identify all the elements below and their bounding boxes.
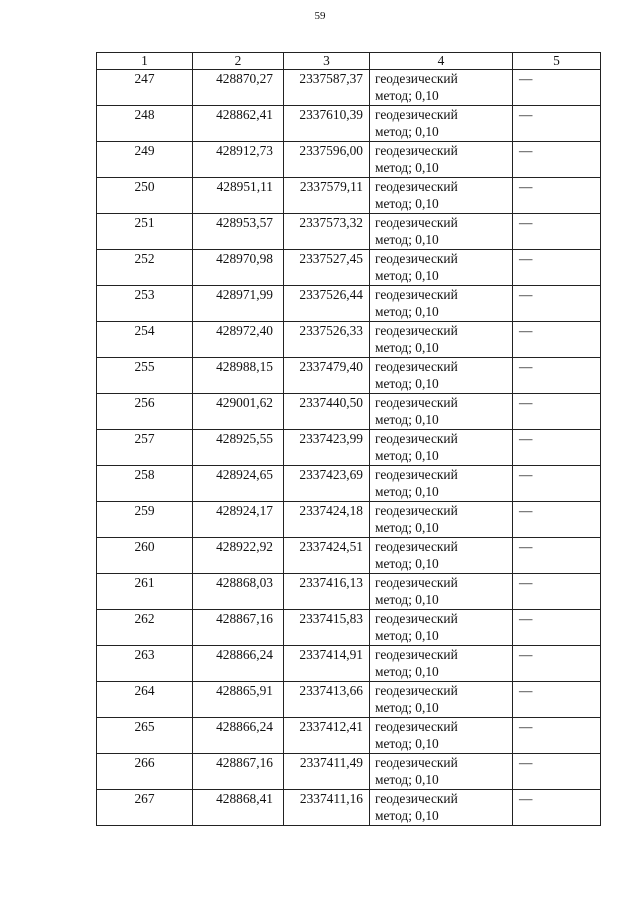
x-coordinate-cell: 428867,16 — [193, 610, 284, 646]
header-col-4: 4 — [370, 53, 513, 70]
method-line-1: геодезический — [375, 431, 458, 446]
column-5-cell: — — [513, 790, 601, 826]
table-row — [97, 286, 601, 322]
method-line-2: метод; 0,10 — [375, 736, 439, 751]
table-row — [97, 214, 601, 250]
column-5-cell: — — [513, 286, 601, 322]
method-line-1: геодезический — [375, 611, 458, 626]
column-5-cell: — — [513, 574, 601, 610]
method-line-1: геодезический — [375, 791, 458, 806]
method-cell — [370, 574, 513, 610]
table-row — [97, 790, 601, 826]
method-cell — [370, 286, 513, 322]
method-line-1: геодезический — [375, 467, 458, 482]
header-row — [97, 53, 601, 70]
x-coordinate-cell: 428970,98 — [193, 250, 284, 286]
method-line-2: метод; 0,10 — [375, 628, 439, 643]
column-5-cell: — — [513, 322, 601, 358]
method-line-1: геодезический — [375, 755, 458, 770]
x-coordinate-cell: 428865,91 — [193, 682, 284, 718]
point-number-cell: 264 — [97, 682, 193, 718]
point-number-cell: 248 — [97, 106, 193, 142]
column-5-cell: — — [513, 70, 601, 106]
column-5-cell: — — [513, 754, 601, 790]
table-row — [97, 394, 601, 430]
method-line-2: метод; 0,10 — [375, 700, 439, 715]
point-number-cell: 262 — [97, 610, 193, 646]
y-coordinate-cell: 2337579,11 — [284, 178, 370, 214]
x-coordinate-cell: 428971,99 — [193, 286, 284, 322]
table-row — [97, 682, 601, 718]
method-line-2: метод; 0,10 — [375, 412, 439, 427]
method-cell — [370, 754, 513, 790]
method-line-2: метод; 0,10 — [375, 772, 439, 787]
point-number-cell: 252 — [97, 250, 193, 286]
column-5-cell: — — [513, 610, 601, 646]
method-cell — [370, 790, 513, 826]
table-row — [97, 538, 601, 574]
column-5-cell: — — [513, 430, 601, 466]
x-coordinate-cell: 428988,15 — [193, 358, 284, 394]
column-5-cell: — — [513, 250, 601, 286]
y-coordinate-cell: 2337414,91 — [284, 646, 370, 682]
point-number-cell: 251 — [97, 214, 193, 250]
method-line-2: метод; 0,10 — [375, 808, 439, 823]
column-5-cell: — — [513, 646, 601, 682]
method-line-2: метод; 0,10 — [375, 232, 439, 247]
point-number-cell: 250 — [97, 178, 193, 214]
method-cell — [370, 250, 513, 286]
table-row — [97, 502, 601, 538]
table-row — [97, 142, 601, 178]
y-coordinate-cell: 2337424,51 — [284, 538, 370, 574]
method-line-2: метод; 0,10 — [375, 160, 439, 175]
method-line-2: метод; 0,10 — [375, 124, 439, 139]
table-row — [97, 610, 601, 646]
table-row — [97, 430, 601, 466]
x-coordinate-cell: 428912,73 — [193, 142, 284, 178]
y-coordinate-cell: 2337526,44 — [284, 286, 370, 322]
column-5-cell: — — [513, 394, 601, 430]
y-coordinate-cell: 2337479,40 — [284, 358, 370, 394]
method-line-1: геодезический — [375, 539, 458, 554]
column-5-cell: — — [513, 358, 601, 394]
method-cell — [370, 430, 513, 466]
point-number-cell: 258 — [97, 466, 193, 502]
method-line-2: метод; 0,10 — [375, 592, 439, 607]
y-coordinate-cell: 2337573,32 — [284, 214, 370, 250]
method-cell — [370, 142, 513, 178]
y-coordinate-cell: 2337412,41 — [284, 718, 370, 754]
method-line-2: метод; 0,10 — [375, 448, 439, 463]
method-cell — [370, 70, 513, 106]
y-coordinate-cell: 2337416,13 — [284, 574, 370, 610]
x-coordinate-cell: 428866,24 — [193, 646, 284, 682]
method-line-2: метод; 0,10 — [375, 196, 439, 211]
table-row — [97, 646, 601, 682]
y-coordinate-cell: 2337424,18 — [284, 502, 370, 538]
point-number-cell: 254 — [97, 322, 193, 358]
table-row — [97, 718, 601, 754]
method-line-1: геодезический — [375, 359, 458, 374]
method-line-1: геодезический — [375, 215, 458, 230]
y-coordinate-cell: 2337415,83 — [284, 610, 370, 646]
method-line-1: геодезический — [375, 143, 458, 158]
x-coordinate-cell: 428866,24 — [193, 718, 284, 754]
method-cell — [370, 466, 513, 502]
method-line-2: метод; 0,10 — [375, 268, 439, 283]
method-cell — [370, 358, 513, 394]
page-number: 59 — [314, 10, 326, 22]
method-cell — [370, 610, 513, 646]
method-line-1: геодезический — [375, 323, 458, 338]
table-row — [97, 178, 601, 214]
method-cell — [370, 322, 513, 358]
method-line-2: метод; 0,10 — [375, 664, 439, 679]
method-line-2: метод; 0,10 — [375, 556, 439, 571]
column-5-cell: — — [513, 106, 601, 142]
y-coordinate-cell: 2337526,33 — [284, 322, 370, 358]
method-line-1: геодезический — [375, 71, 458, 86]
table-row — [97, 358, 601, 394]
method-cell — [370, 394, 513, 430]
method-line-2: метод; 0,10 — [375, 88, 439, 103]
method-cell — [370, 646, 513, 682]
table-body — [97, 70, 601, 826]
x-coordinate-cell: 428922,92 — [193, 538, 284, 574]
point-number-cell: 267 — [97, 790, 193, 826]
column-5-cell: — — [513, 538, 601, 574]
method-line-1: геодезический — [375, 683, 458, 698]
y-coordinate-cell: 2337440,50 — [284, 394, 370, 430]
method-line-2: метод; 0,10 — [375, 520, 439, 535]
column-5-cell: — — [513, 718, 601, 754]
x-coordinate-cell: 428924,17 — [193, 502, 284, 538]
y-coordinate-cell: 2337411,49 — [284, 754, 370, 790]
table-row — [97, 322, 601, 358]
x-coordinate-cell: 428868,03 — [193, 574, 284, 610]
point-number-cell: 261 — [97, 574, 193, 610]
point-number-cell: 263 — [97, 646, 193, 682]
method-cell — [370, 502, 513, 538]
point-number-cell: 255 — [97, 358, 193, 394]
method-line-2: метод; 0,10 — [375, 376, 439, 391]
table-header — [97, 53, 601, 70]
coordinates-table — [96, 52, 601, 826]
y-coordinate-cell: 2337423,99 — [284, 430, 370, 466]
point-number-cell: 260 — [97, 538, 193, 574]
method-line-1: геодезический — [375, 395, 458, 410]
point-number-cell: 265 — [97, 718, 193, 754]
column-5-cell: — — [513, 502, 601, 538]
method-cell — [370, 214, 513, 250]
x-coordinate-cell: 428972,40 — [193, 322, 284, 358]
table-row — [97, 466, 601, 502]
x-coordinate-cell: 428924,65 — [193, 466, 284, 502]
column-5-cell: — — [513, 178, 601, 214]
y-coordinate-cell: 2337527,45 — [284, 250, 370, 286]
column-5-cell: — — [513, 466, 601, 502]
method-line-1: геодезический — [375, 503, 458, 518]
x-coordinate-cell: 428867,16 — [193, 754, 284, 790]
header-col-5: 5 — [513, 53, 601, 70]
method-line-1: геодезический — [375, 647, 458, 662]
y-coordinate-cell: 2337411,16 — [284, 790, 370, 826]
table-row — [97, 250, 601, 286]
method-line-2: метод; 0,10 — [375, 340, 439, 355]
method-line-1: геодезический — [375, 107, 458, 122]
point-number-cell: 257 — [97, 430, 193, 466]
method-cell — [370, 718, 513, 754]
x-coordinate-cell: 428870,27 — [193, 70, 284, 106]
point-number-cell: 259 — [97, 502, 193, 538]
method-cell — [370, 682, 513, 718]
column-5-cell: — — [513, 214, 601, 250]
point-number-cell: 253 — [97, 286, 193, 322]
method-cell — [370, 538, 513, 574]
x-coordinate-cell: 428925,55 — [193, 430, 284, 466]
x-coordinate-cell: 428868,41 — [193, 790, 284, 826]
y-coordinate-cell: 2337423,69 — [284, 466, 370, 502]
method-line-1: геодезический — [375, 719, 458, 734]
x-coordinate-cell: 428951,11 — [193, 178, 284, 214]
point-number-cell: 266 — [97, 754, 193, 790]
method-line-2: метод; 0,10 — [375, 304, 439, 319]
table-row — [97, 754, 601, 790]
method-line-1: геодезический — [375, 575, 458, 590]
column-5-cell: — — [513, 682, 601, 718]
point-number-cell: 256 — [97, 394, 193, 430]
point-number-cell: 247 — [97, 70, 193, 106]
table-row — [97, 574, 601, 610]
y-coordinate-cell: 2337413,66 — [284, 682, 370, 718]
y-coordinate-cell: 2337596,00 — [284, 142, 370, 178]
column-5-cell: — — [513, 142, 601, 178]
header-col-1: 1 — [97, 53, 193, 70]
y-coordinate-cell: 2337610,39 — [284, 106, 370, 142]
point-number-cell: 249 — [97, 142, 193, 178]
method-line-1: геодезический — [375, 251, 458, 266]
header-col-2: 2 — [193, 53, 284, 70]
method-line-1: геодезический — [375, 179, 458, 194]
header-col-3: 3 — [284, 53, 370, 70]
table-row — [97, 106, 601, 142]
x-coordinate-cell: 428953,57 — [193, 214, 284, 250]
table-row — [97, 70, 601, 106]
y-coordinate-cell: 2337587,37 — [284, 70, 370, 106]
method-cell — [370, 178, 513, 214]
method-line-2: метод; 0,10 — [375, 484, 439, 499]
x-coordinate-cell: 428862,41 — [193, 106, 284, 142]
x-coordinate-cell: 429001,62 — [193, 394, 284, 430]
method-line-1: геодезический — [375, 287, 458, 302]
method-cell — [370, 106, 513, 142]
